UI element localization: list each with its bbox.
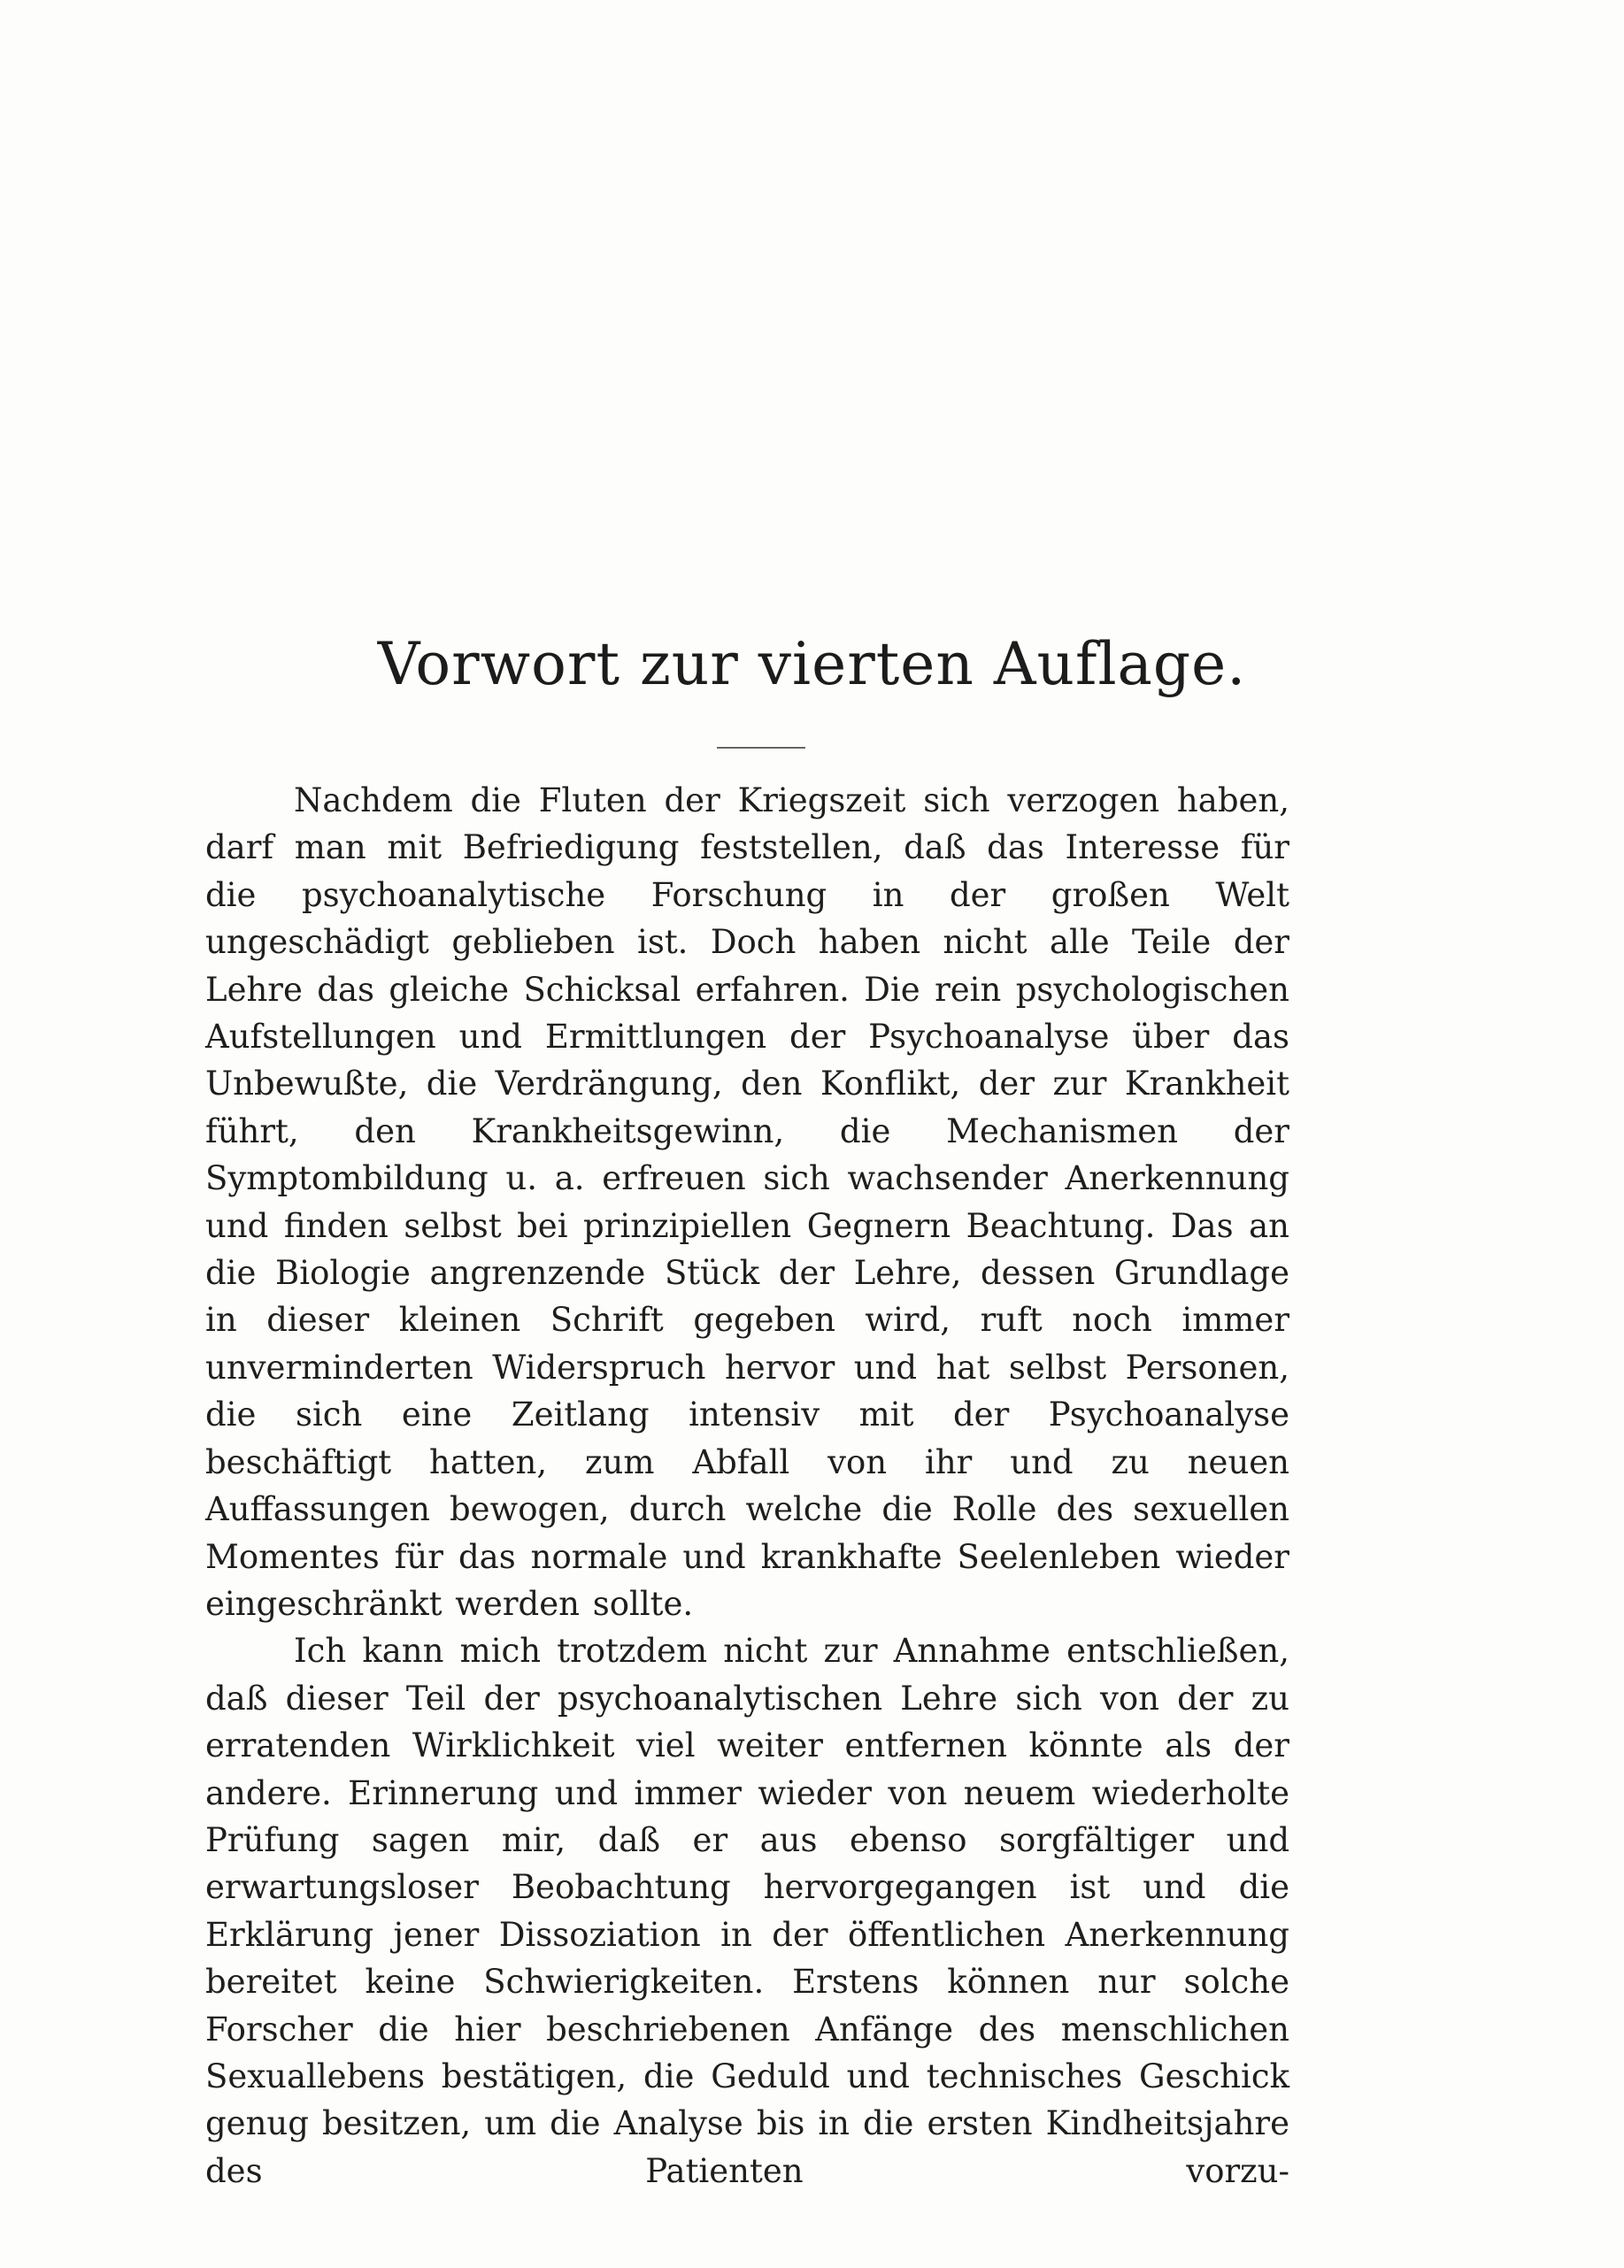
- body-text: [205, 777, 1289, 2195]
- paragraph: Nachdem die Fluten der Kriegszeit sich verzogen haben, darf man mit Befriedigung feststellen, daß das Interesse für die psychoanalytische Forschung in der großen Welt ungeschädigt geblieben ist. Doch haben nicht alle Teile der Lehre das gleiche Schicksal erfahren. Die rein psychologischen Aufstellungen und Ermittlungen der Psychoanalyse über das Unbewußte, die Verdrängung, den Konflikt, der zur Krankheit führt, den Krankheitsgewinn, die Mechanismen der Symptombildung u. a. erfreuen sich wachsender Anerkennung und finden selbst bei prinzipiellen Gegnern Beachtung. Das an die Biologie angrenzende Stück der Lehre, dessen Grundlage in dieser kleinen Schrift gegeben wird, ruft noch immer unverminderten Widerspruch hervor und hat selbst Personen, die sich eine Zeitlang intensiv mit der Psychoanalyse beschäftigt hatten, zum Abfall von ihr und zu neuen Auffassungen bewogen, durch welche die Rolle des sexuellen Momentes für das normale und krankhafte Seelenleben wieder eingeschränkt werden sollte.: [205, 781, 1289, 1623]
- title-divider: [717, 747, 805, 749]
- page-title: Vorwort zur vierten Auflage.: [377, 630, 1247, 698]
- paragraph: Ich kann mich trotzdem nicht zur Annahme entschließen, daß dieser Teil der psychoanalytischen Lehre sich von der zu erratenden Wirklichkeit viel weiter entfernen könnte als der andere. Erinnerung und immer wieder von neuem wiederholte Prüfung sagen mir, daß er aus ebenso sorgfältiger und erwartungsloser Beobachtung hervorgegangen ist und die Erklärung jener Dissoziation in der öffentlichen Anerkennung bereitet keine Schwierigkeiten. Erstens können nur solche Forscher die hier beschriebenen Anfänge des menschlichen Sexuallebens bestätigen, die Geduld und technisches Geschick genug besitzen, um die Analyse bis in die ersten Kindheitsjahre des Patienten vorzu-: [205, 1632, 1289, 2190]
